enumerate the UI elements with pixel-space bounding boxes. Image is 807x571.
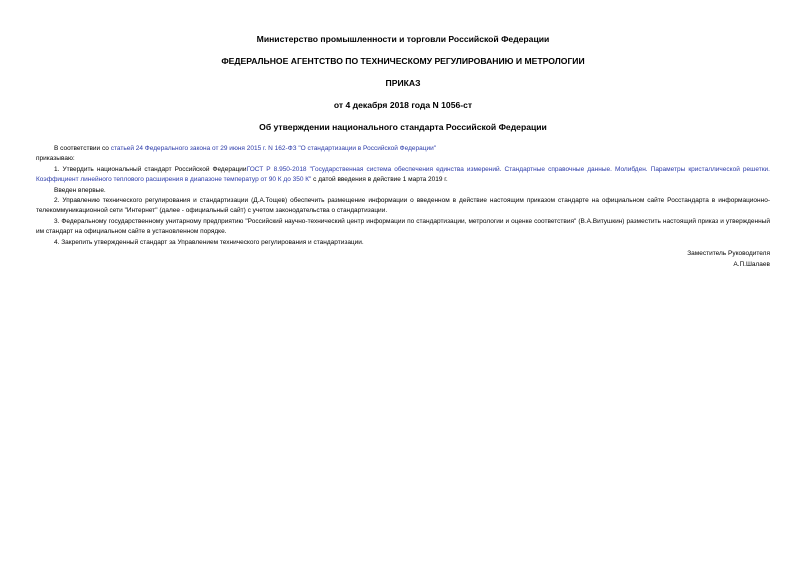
order-word: приказываю: xyxy=(36,155,75,163)
signatory-name: А.П.Шалаев xyxy=(733,260,770,268)
preamble-text: В соответствии со xyxy=(54,145,111,152)
item-1-text: 1. Утвердить национальный стандарт Российской Федерации xyxy=(54,165,247,173)
item-2-paragraph: 2. Управлению технического регулирования и стандартизации (Д.А.Тощев) обеспечить размещение информации о введенном в действие настоящим приказом стандарте на официальном сайте Росстандарта в информационно-телекоммуникационной сети "Интернет" (далее - официальный сайт) с учетом законодательства о стандартизации. xyxy=(36,197,770,215)
signature-block xyxy=(36,249,770,270)
law-link[interactable]: статьей 24 Федерального закона от 29 июня 2015 г. N 162-ФЗ "О стандартизации в Российской Федерации" xyxy=(110,145,437,152)
signatory-position: Заместитель Руководителя xyxy=(687,250,770,258)
agency-heading: ФЕДЕРАЛЬНОЕ АГЕНТСТВО ПО ТЕХНИЧЕСКОМУ РЕГУЛИРОВАНИЮ И МЕТРОЛОГИИ xyxy=(221,56,585,66)
item-1-paragraph xyxy=(36,165,770,186)
introduced-note: Введен впервые. xyxy=(54,186,106,194)
document-page xyxy=(36,34,770,270)
ministry-heading: Министерство промышленности и торговли Российской Федерации xyxy=(256,34,550,44)
gost-link[interactable]: ГОСТ Р 8.950-2018 "Государственная система обеспечения единства измерений. Стандартные справочные данные. Молибден. Параметры кристаллической решетки. Коэффициент линейного теплового расширения в диапазоне температур от 90 К до 350 К" xyxy=(36,165,770,184)
preamble-paragraph xyxy=(36,144,770,154)
document-body xyxy=(36,144,770,248)
item-1-effective-date: с датой введения в действие 1 марта 2019 г. xyxy=(311,176,448,184)
item-4-paragraph: 4. Закрепить утвержденный стандарт за Управлением технического регулирования и стандартизации. xyxy=(54,238,364,246)
date-number-heading: от 4 декабря 2018 года N 1056-ст xyxy=(333,100,473,110)
subject-heading: Об утверждении национального стандарта Российской Федерации xyxy=(259,122,547,132)
document-type-heading: ПРИКАЗ xyxy=(385,78,421,88)
item-3-paragraph: 3. Федеральному государственному унитарному предприятию "Российский научно-технический центр информации по стандартизации, метрологии и оценке соответствия" (В.А.Витушкин) разместить настоящий приказ и утвержденный им стандарт на официальном сайте в установленном порядке. xyxy=(36,217,770,236)
